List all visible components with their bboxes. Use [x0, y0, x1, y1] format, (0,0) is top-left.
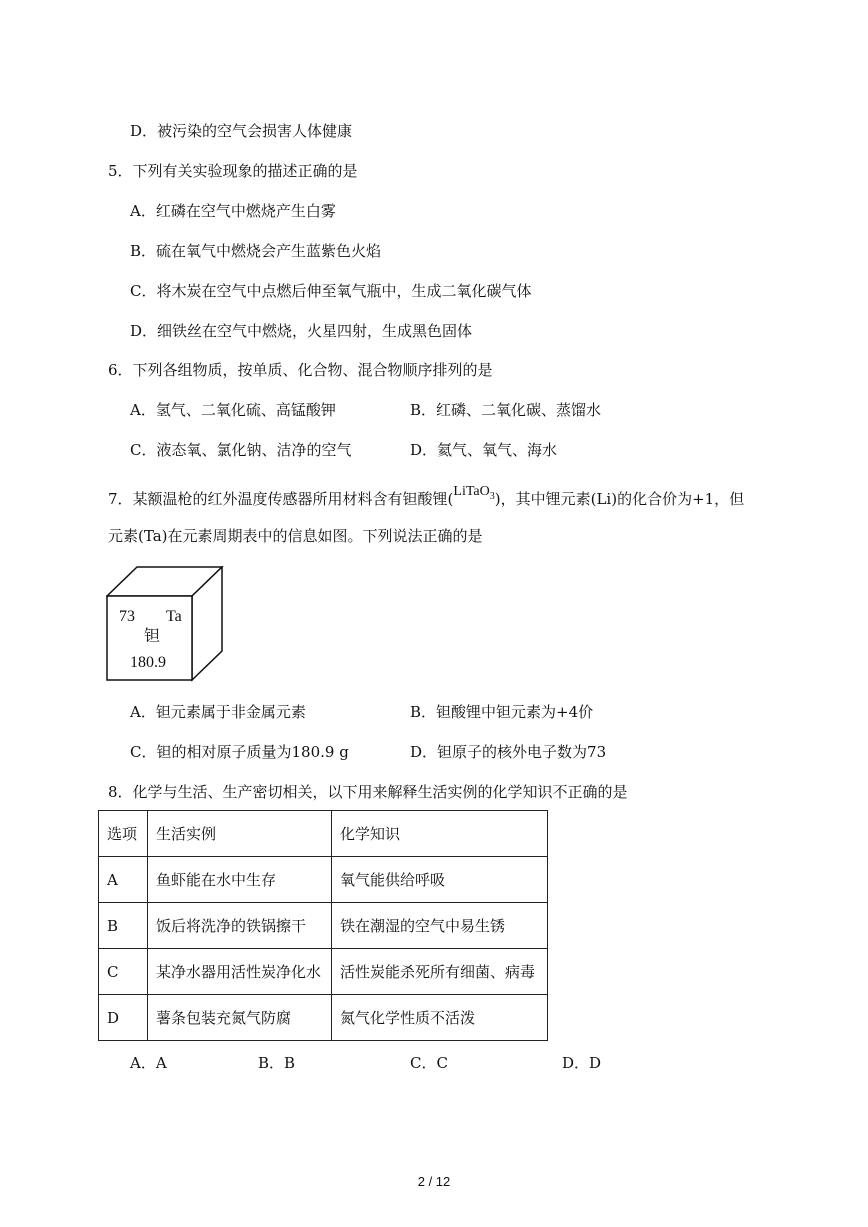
element-card: [106, 566, 224, 682]
q7-option-d: D．钽原子的核外电子数为73: [410, 743, 607, 761]
q7-stem-line2: 元素(Ta)在元素周期表中的信息如图。下列说法正确的是: [108, 527, 483, 545]
q6-option-c: C．液态氧、氯化钠、洁净的空气: [130, 441, 352, 459]
element-symbol: Ta: [166, 608, 182, 625]
table-header-row: [99, 811, 548, 857]
table-row: [99, 903, 548, 949]
q8-stem: 8．化学与生活、生产密切相关，以下用来解释生活实例的化学知识不正确的是: [108, 783, 628, 801]
table-cell: B: [99, 903, 148, 949]
q8-option-d: D．D: [562, 1054, 602, 1072]
q4-option-d: D．被污染的空气会损害人体健康: [130, 122, 353, 140]
page-number: 2 / 12: [417, 1174, 451, 1189]
table-cell: 活性炭能杀死所有细菌、病毒: [332, 949, 548, 995]
q5-option-b: B．硫在氧气中燃烧会产生蓝紫色火焰: [130, 242, 382, 260]
q7-stem-part1: 7．某额温枪的红外温度传感器所用材料含有钽酸锂(: [108, 490, 454, 508]
atomic-mass: 180.9: [130, 654, 166, 671]
table-header-cell: 选项: [99, 811, 148, 857]
q7-option-a: A．钽元素属于非金属元素: [130, 703, 306, 721]
table-header-cell: 化学知识: [332, 811, 548, 857]
element-name: 钽: [144, 628, 161, 645]
table-cell: D: [99, 995, 148, 1041]
table-cell: 鱼虾能在水中生存: [148, 857, 332, 903]
formula-main: LiTaO: [453, 484, 490, 499]
table-cell: 饭后将洗净的铁锅擦干: [148, 903, 332, 949]
table-row: [99, 995, 548, 1041]
q5-option-a: A．红磷在空气中燃烧产生白雾: [130, 202, 336, 220]
q8-option-a: A．A: [130, 1054, 167, 1072]
q7-stem-part2: )，其中锂元素(Li)的化合价为+1，但: [494, 490, 745, 508]
q6-option-d: D．氦气、氧气、海水: [410, 441, 558, 459]
table-cell: 某净水器用活性炭净化水: [148, 949, 332, 995]
table-cell: C: [99, 949, 148, 995]
table-cell: 铁在潮湿的空气中易生锈: [332, 903, 548, 949]
table-header-cell: 生活实例: [148, 811, 332, 857]
q5-option-c: C．将木炭在空气中点燃后伸至氧气瓶中，生成二氧化碳气体: [130, 282, 532, 300]
q7-stem-line1: [108, 484, 745, 516]
table-cell: 氮气化学性质不活泼: [332, 995, 548, 1041]
table-row: [99, 857, 548, 903]
chemical-formula: [453, 484, 495, 502]
formula-subscript: 3: [489, 490, 495, 502]
q8-option-b: B．B: [258, 1054, 296, 1072]
q5-option-d: D．细铁丝在空气中燃烧，火星四射，生成黑色固体: [130, 322, 473, 340]
q6-stem: 6．下列各组物质，按单质、化合物、混合物顺序排列的是: [108, 361, 493, 379]
q5-stem: 5．下列有关实验现象的描述正确的是: [108, 162, 358, 180]
q7-option-c: C．钽的相对原子质量为180.9 g: [130, 743, 349, 761]
q6-option-a: A．氢气、二氧化硫、高锰酸钾: [130, 401, 336, 419]
atomic-number: 73: [119, 608, 135, 625]
table-cell: 薯条包装充氮气防腐: [148, 995, 332, 1041]
table-cell: 氧气能供给呼吸: [332, 857, 548, 903]
q7-option-b: B．钽酸锂中钽元素为+4价: [410, 703, 594, 721]
table-row: [99, 949, 548, 995]
q6-option-b: B．红磷、二氧化碳、蒸馏水: [410, 401, 602, 419]
q8-table: [98, 810, 548, 1041]
table-cell: A: [99, 857, 148, 903]
q8-option-c: C．C: [410, 1054, 448, 1072]
